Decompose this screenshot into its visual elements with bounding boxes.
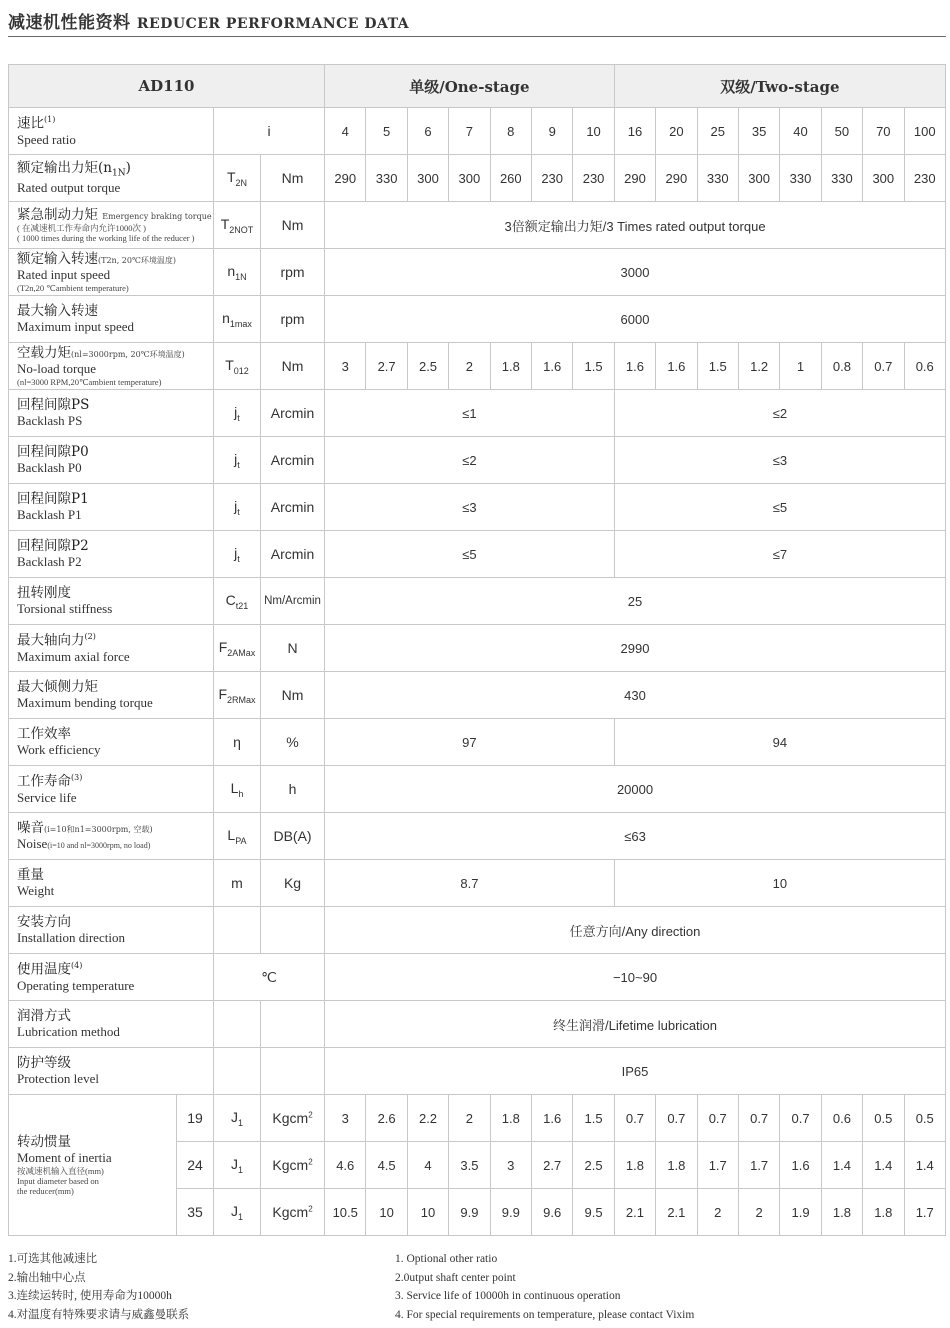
table-cell: 0.7 <box>780 1095 821 1142</box>
inertia-symbol: $J_1$ <box>214 1142 261 1189</box>
label-backlash-p1: 回程间隙P1 Backlash P1 <box>9 484 214 531</box>
table-cell: 4 <box>325 108 366 155</box>
unit-protection-level <box>261 1048 325 1095</box>
table-header-row <box>9 65 946 108</box>
table-cell: 290 <box>656 155 697 202</box>
value-installation-direction: 任意方向/Any direction <box>325 907 946 954</box>
footnotes-zh <box>8 1250 189 1324</box>
table-cell: 70 <box>863 108 904 155</box>
label-emergency-braking: 紧急制动力矩 Emergency braking torque ( 在减速机工作寿命内允许1000次 ) ( 1000 times during the working life of the reducer ) <box>9 202 214 249</box>
row-noload-torque <box>9 343 946 390</box>
symbol-protection-level <box>214 1048 261 1095</box>
symbol-noload-torque: $T_{012}$ <box>214 343 261 390</box>
table-cell: 330 <box>697 155 738 202</box>
table-cell: 1.5 <box>573 1095 614 1142</box>
label-max-input-speed: 最大输入转速 Maximum input speed <box>9 296 214 343</box>
table-cell: 3.5 <box>449 1142 490 1189</box>
row-max-bending-torque <box>9 672 946 719</box>
row-emergency-braking <box>9 202 946 249</box>
table-cell: 1.9 <box>780 1189 821 1236</box>
table-cell: 290 <box>614 155 655 202</box>
table-cell: 1.8 <box>821 1189 862 1236</box>
table-cell: 3 <box>325 1095 366 1142</box>
value-rated-input-speed: 3000 <box>325 249 946 296</box>
performance-table <box>8 64 946 1236</box>
row-backlash-ps <box>9 390 946 437</box>
table-cell: 10.5 <box>325 1189 366 1236</box>
value-lubrication-method: 终生润滑/Lifetime lubrication <box>325 1001 946 1048</box>
symbol-emergency-braking: $T_{2NOT}$ <box>214 202 261 249</box>
row-rated-output-torque <box>9 155 946 202</box>
header-title-zh: 减速机性能资料 <box>8 13 131 33</box>
unit-weight: Kg <box>261 860 325 907</box>
table-cell: 1.2 <box>738 343 779 390</box>
table-cell: 290 <box>325 155 366 202</box>
symbol-lubrication-method <box>214 1001 261 1048</box>
symbol-backlash-p2: $j_t$ <box>214 531 261 578</box>
table-cell: 1.6 <box>780 1142 821 1189</box>
symbol-torsional-stiffness: $C_{t21}$ <box>214 578 261 625</box>
inertia-unit: Kgcm$^2$ <box>261 1095 325 1142</box>
value-weight-one: 8.7 <box>325 860 615 907</box>
symbol-weight: m <box>214 860 261 907</box>
row-rated-input-speed <box>9 249 946 296</box>
table-cell: 35 <box>738 108 779 155</box>
row-weight <box>9 860 946 907</box>
table-cell: 1.8 <box>863 1189 904 1236</box>
unit-backlash-p2: Arcmin <box>261 531 325 578</box>
value-efficiency-two: 94 <box>614 719 945 766</box>
table-cell: 0.5 <box>863 1095 904 1142</box>
table-cell: 3 <box>325 343 366 390</box>
symbol-backlash-p0: $j_t$ <box>214 437 261 484</box>
unit-work-efficiency: % <box>261 719 325 766</box>
footnote-zh-2: 2.输出轴中心点 <box>8 1271 86 1284</box>
footnote-en-2: 2.0utput shaft center point <box>395 1271 516 1284</box>
value-backlash-p2-one: ≤5 <box>325 531 615 578</box>
row-noise <box>9 813 946 860</box>
table-cell: 2.1 <box>614 1189 655 1236</box>
row-torsional-stiffness <box>9 578 946 625</box>
row-service-life <box>9 766 946 813</box>
table-cell: 6 <box>407 108 448 155</box>
table-cell: 9.5 <box>573 1189 614 1236</box>
row-backlash-p2 <box>9 531 946 578</box>
header-title-en: REDUCER PERFORMANCE DATA <box>136 16 410 32</box>
label-weight: 重量 Weight <box>9 860 214 907</box>
table-cell: 0.6 <box>904 343 946 390</box>
unit-backlash-ps: Arcmin <box>261 390 325 437</box>
footnotes-en <box>395 1250 694 1324</box>
unit-backlash-p0: Arcmin <box>261 437 325 484</box>
label-work-efficiency: 工作效率 Work efficiency <box>9 719 214 766</box>
table-cell: 2.7 <box>366 343 407 390</box>
table-cell: 100 <box>904 108 946 155</box>
table-cell: 300 <box>863 155 904 202</box>
table-cell: 1.6 <box>614 343 655 390</box>
table-cell: 40 <box>780 108 821 155</box>
table-cell: 1.5 <box>697 343 738 390</box>
label-rated-input-speed: 额定输入转速(T2n, 20℃环境温度) Rated input speed (T2n,20 ℃ambient temperature) <box>9 249 214 296</box>
unit-torsional-stiffness: Nm/Arcmin <box>261 578 325 625</box>
page-header <box>8 8 409 33</box>
table-cell: 0.7 <box>738 1095 779 1142</box>
value-backlash-p1-one: ≤3 <box>325 484 615 531</box>
table-cell: 1.8 <box>490 343 531 390</box>
table-cell: 300 <box>407 155 448 202</box>
row-work-efficiency <box>9 719 946 766</box>
value-max-bending-torque: 430 <box>325 672 946 719</box>
inertia-diameter: 24 <box>177 1142 214 1189</box>
label-operating-temperature: 使用温度$^{(4)}$ Operating temperature <box>9 954 214 1001</box>
table-cell: 0.6 <box>821 1095 862 1142</box>
table-cell: 2.6 <box>366 1095 407 1142</box>
symbol-rated-input-speed: $n_{1N}$ <box>214 249 261 296</box>
table-cell: 2.2 <box>407 1095 448 1142</box>
one-stage-header: 单级/One-stage <box>325 65 615 108</box>
row-inertia-19 <box>9 1095 946 1142</box>
table-cell: 2.1 <box>656 1189 697 1236</box>
table-cell: 7 <box>449 108 490 155</box>
value-emergency-braking: 3倍额定输出力矩/3 Times rated output torque <box>325 202 946 249</box>
table-cell: 230 <box>531 155 572 202</box>
footnote-zh-3: 3.连续运转时, 使用寿命为10000h <box>8 1290 172 1302</box>
label-service-life: 工作寿命$^{(3)}$ Service life <box>9 766 214 813</box>
table-cell: 8 <box>490 108 531 155</box>
unit-max-input-speed: rpm <box>261 296 325 343</box>
table-cell: 230 <box>573 155 614 202</box>
unit-noload-torque: Nm <box>261 343 325 390</box>
label-protection-level: 防护等级 Protection level <box>9 1048 214 1095</box>
table-cell: 10 <box>366 1189 407 1236</box>
table-cell: 300 <box>449 155 490 202</box>
value-max-input-speed: 6000 <box>325 296 946 343</box>
table-cell: 0.7 <box>697 1095 738 1142</box>
table-cell: 9.9 <box>449 1189 490 1236</box>
unit-max-bending-torque: Nm <box>261 672 325 719</box>
table-cell: 1.8 <box>656 1142 697 1189</box>
label-lubrication-method: 润滑方式 Lubrication method <box>9 1001 214 1048</box>
inertia-symbol: $J_1$ <box>214 1189 261 1236</box>
table-cell: 1.6 <box>656 343 697 390</box>
table-cell: 1.4 <box>821 1142 862 1189</box>
value-protection-level: IP65 <box>325 1048 946 1095</box>
table-cell: 9.6 <box>531 1189 572 1236</box>
table-cell: 1.4 <box>904 1142 946 1189</box>
value-torsional-stiffness: 25 <box>325 578 946 625</box>
row-max-input-speed <box>9 296 946 343</box>
value-max-axial-force: 2990 <box>325 625 946 672</box>
row-protection-level <box>9 1048 946 1095</box>
table-cell: 9.9 <box>490 1189 531 1236</box>
row-backlash-p0 <box>9 437 946 484</box>
value-backlash-p0-two: ≤3 <box>614 437 945 484</box>
symbol-installation-direction <box>214 907 261 954</box>
unit-rated-output-torque: Nm <box>261 155 325 202</box>
table-cell: 0.7 <box>656 1095 697 1142</box>
table-cell: 4.5 <box>366 1142 407 1189</box>
symbol-max-bending-torque: $F_{2RMax}$ <box>214 672 261 719</box>
row-backlash-p1 <box>9 484 946 531</box>
table-cell: 1 <box>780 343 821 390</box>
row-speed-ratio <box>9 108 946 155</box>
symbol-speed-ratio: i <box>214 108 325 155</box>
footnote-en-1: 1. Optional other ratio <box>395 1253 498 1265</box>
unit-noise: DB(A) <box>261 813 325 860</box>
table-cell: 330 <box>780 155 821 202</box>
symbol-max-axial-force: $F_{2AMax}$ <box>214 625 261 672</box>
value-backlash-ps-two: ≤2 <box>614 390 945 437</box>
symbol-service-life: $L_h$ <box>214 766 261 813</box>
value-weight-two: 10 <box>614 860 945 907</box>
table-cell: 1.7 <box>697 1142 738 1189</box>
label-backlash-p2: 回程间隙P2 Backlash P2 <box>9 531 214 578</box>
table-cell: 1.8 <box>490 1095 531 1142</box>
symbol-work-efficiency: η <box>214 719 261 766</box>
table-cell: 0.7 <box>614 1095 655 1142</box>
table-cell: 2.7 <box>531 1142 572 1189</box>
footnote-en-4: 4. For special requirements on temperature, please contact Vixim <box>395 1308 695 1321</box>
table-cell: 2 <box>449 343 490 390</box>
label-rated-output-torque: 额定输出力矩$(n_{1N})$ Rated output torque <box>9 155 214 202</box>
value-operating-temperature: −10~90 <box>325 954 946 1001</box>
label-moment-of-inertia: 转动惯量 Moment of inertia 按减速机输入直径(mm) Input diameter based on the reducer(mm) <box>9 1095 177 1236</box>
table-cell: 4 <box>407 1142 448 1189</box>
table-cell: 16 <box>614 108 655 155</box>
table-cell: 9 <box>531 108 572 155</box>
table-cell: 0.5 <box>904 1095 946 1142</box>
inertia-unit: Kgcm$^2$ <box>261 1189 325 1236</box>
table-cell: 20 <box>656 108 697 155</box>
unit-installation-direction <box>261 907 325 954</box>
label-speed-ratio: 速比$^{(1)}$ Speed ratio <box>9 108 214 155</box>
label-backlash-ps: 回程间隙PS Backlash PS <box>9 390 214 437</box>
table-cell: 300 <box>738 155 779 202</box>
label-backlash-p0: 回程间隙P0 Backlash P0 <box>9 437 214 484</box>
table-cell: 25 <box>697 108 738 155</box>
symbol-noise: $L_{PA}$ <box>214 813 261 860</box>
value-backlash-p2-two: ≤7 <box>614 531 945 578</box>
table-cell: 1.7 <box>738 1142 779 1189</box>
table-cell: 2.5 <box>573 1142 614 1189</box>
row-lubrication-method <box>9 1001 946 1048</box>
table-cell: 230 <box>904 155 946 202</box>
value-efficiency-one: 97 <box>325 719 615 766</box>
table-cell: 1.7 <box>904 1189 946 1236</box>
footnote-zh-1: 1.可选其他减速比 <box>8 1253 98 1265</box>
unit-backlash-p1: Arcmin <box>261 484 325 531</box>
unit-service-life: h <box>261 766 325 813</box>
table-cell: 4.6 <box>325 1142 366 1189</box>
footnote-zh-4: 4.对温度有特殊要求请与威鑫曼联系 <box>8 1308 190 1321</box>
value-backlash-ps-one: ≤1 <box>325 390 615 437</box>
model-name: AD110 <box>9 65 325 108</box>
unit-max-axial-force: N <box>261 625 325 672</box>
unit-emergency-braking: Nm <box>261 202 325 249</box>
row-max-axial-force <box>9 625 946 672</box>
table-cell: 10 <box>407 1189 448 1236</box>
table-cell: 0.8 <box>821 343 862 390</box>
symbol-backlash-p1: $j_t$ <box>214 484 261 531</box>
inertia-unit: Kgcm$^2$ <box>261 1142 325 1189</box>
value-service-life: 20000 <box>325 766 946 813</box>
label-max-axial-force: 最大轴向力$^{(2)}$ Maximum axial force <box>9 625 214 672</box>
table-cell: 5 <box>366 108 407 155</box>
table-cell: 1.6 <box>531 343 572 390</box>
symbol-backlash-ps: $j_t$ <box>214 390 261 437</box>
symbol-rated-output-torque: $T_{2N}$ <box>214 155 261 202</box>
table-cell: 1.8 <box>614 1142 655 1189</box>
footnote-en-3: 3. Service life of 10000h in continuous operation <box>395 1290 621 1302</box>
table-cell: 2 <box>697 1189 738 1236</box>
two-stage-header: 双级/Two-stage <box>614 65 945 108</box>
table-cell: 1.6 <box>531 1095 572 1142</box>
table-cell: 3 <box>490 1142 531 1189</box>
inertia-symbol: $J_1$ <box>214 1095 261 1142</box>
table-cell: 2 <box>738 1189 779 1236</box>
table-cell: 2.5 <box>407 343 448 390</box>
label-max-bending-torque: 最大倾侧力矩 Maximum bending torque <box>9 672 214 719</box>
table-cell: 10 <box>573 108 614 155</box>
label-installation-direction: 安装方向 Installation direction <box>9 907 214 954</box>
table-cell: 260 <box>490 155 531 202</box>
value-noise: ≤63 <box>325 813 946 860</box>
unit-rated-input-speed: rpm <box>261 249 325 296</box>
symbol-max-input-speed: $n_{1max}$ <box>214 296 261 343</box>
table-cell: 1.4 <box>863 1142 904 1189</box>
inertia-diameter: 19 <box>177 1095 214 1142</box>
inertia-diameter: 35 <box>177 1189 214 1236</box>
value-backlash-p0-one: ≤2 <box>325 437 615 484</box>
row-installation-direction <box>9 907 946 954</box>
table-cell: 2 <box>449 1095 490 1142</box>
header-divider <box>8 36 946 37</box>
label-torsional-stiffness: 扭转刚度 Torsional stiffness <box>9 578 214 625</box>
table-cell: 330 <box>821 155 862 202</box>
label-noise: 噪音(i=10和n1=3000rpm, 空载) Noise(i=10 and nl=3000rpm, no load) <box>9 813 214 860</box>
value-backlash-p1-two: ≤5 <box>614 484 945 531</box>
unit-lubrication-method <box>261 1001 325 1048</box>
table-cell: 50 <box>821 108 862 155</box>
unit-operating-temperature: ℃ <box>214 954 325 1001</box>
row-operating-temperature <box>9 954 946 1001</box>
table-cell: 330 <box>366 155 407 202</box>
label-noload-torque: 空载力矩(nl=3000rpm, 20℃环境温度) No-load torque (nl=3000 RPM,20℃ambient temperature) <box>9 343 214 390</box>
table-cell: 0.7 <box>863 343 904 390</box>
table-cell: 1.5 <box>573 343 614 390</box>
